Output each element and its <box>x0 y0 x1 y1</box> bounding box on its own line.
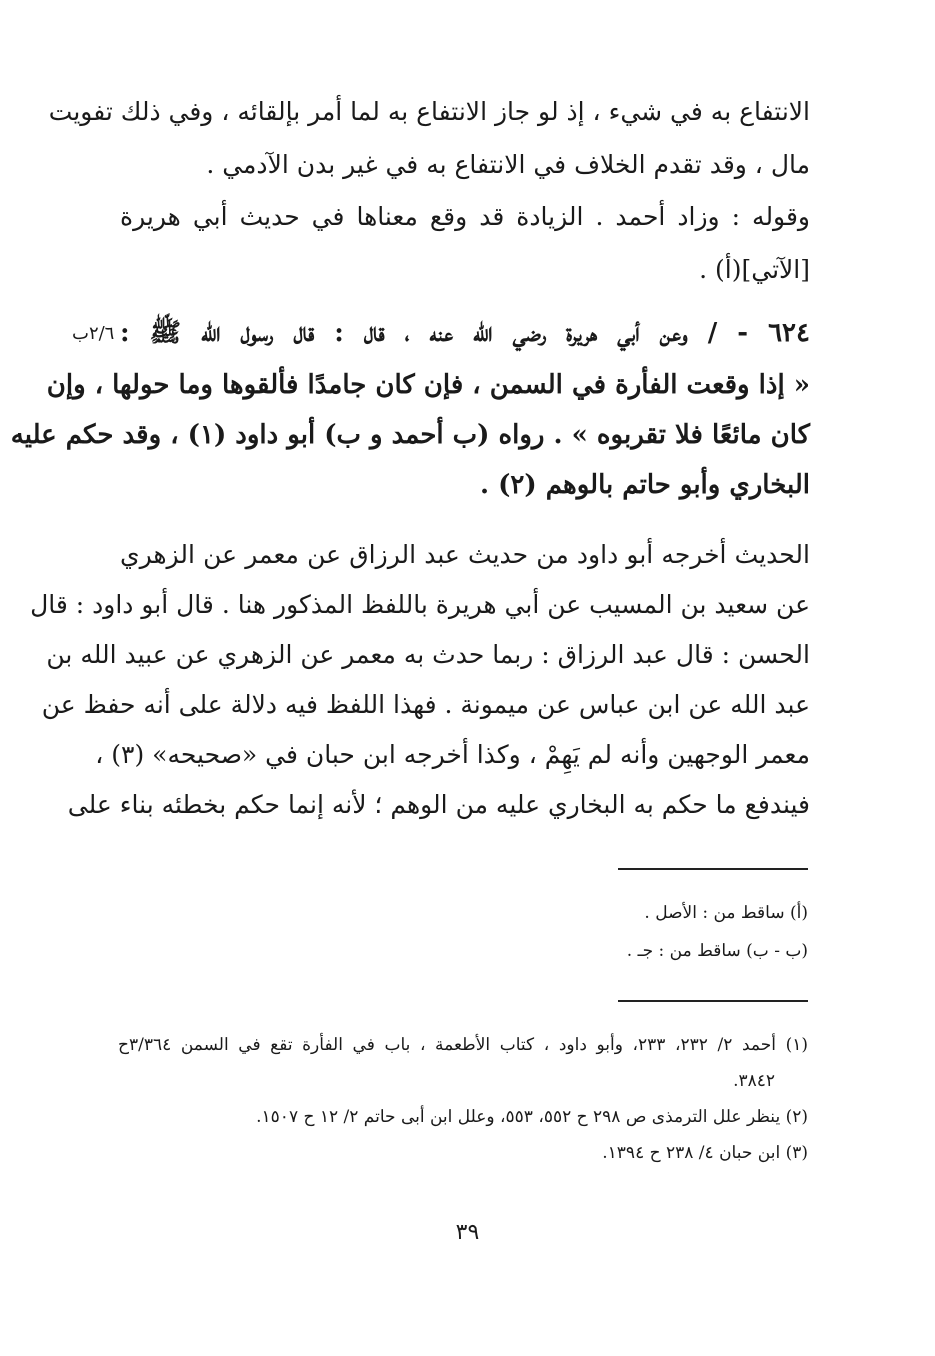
footnote: (٢) ينظر علل الترمذى ص ٢٩٨ ح ٥٥٢، ٥٥٣، وعلل ابن أبى حاتم ٢/ ١٢ ح ١٥٠٧. <box>256 1107 808 1127</box>
footnote-continuation: ٣٨٤٢. <box>733 1071 775 1091</box>
commentary-line: فيندفع ما حكم به البخاري عليه من الوهم ؛ لأنه إنما حكم بخطئه بناء على <box>67 790 810 819</box>
footnote: (١) أحمد ٢/ ٢٣٢، ٢٣٣، وأبو داود ، كتاب الأطعمة ، باب في الفأرة تقع في السمن ٣/٣٦٤ح <box>118 1035 808 1055</box>
hadith-line: كان مائعًا فلا تقربوه » . رواه (ب أحمد و ب) أبو داود (١) ، وقد حكم عليه <box>10 420 810 450</box>
footnote-separator <box>618 868 808 870</box>
hadith-line: « إذا وقعت الفأرة في السمن ، فإن كان جامدًا فألقوها وما حولها ، وإن <box>46 370 810 400</box>
text-line: الانتفاع به في شيء ، إذ لو جاز الانتفاع به لما أمر بإلقائه ، وفي ذلك تفويت <box>48 97 810 126</box>
page-number: ٣٩ <box>455 1220 480 1245</box>
margin-folio-note: ٢/٦ب <box>72 323 115 344</box>
commentary-line: الحسن : قال عبد الرزاق : ربما حدث به معمر عن الزهري عن عبيد الله بن <box>46 640 810 669</box>
hadith-line: البخاري وأبو حاتم بالوهم (٢) . <box>480 470 810 500</box>
commentary-line: معمر الوجهين وأنه لم يَهِمْ ، وكذا أخرجه ابن حبان في «صحيحه» (٣) ، <box>95 740 810 769</box>
variant-note: (أ) ساقط من : الأصل . <box>644 903 808 923</box>
commentary-line: عن سعيد بن المسيب عن أبي هريرة باللفظ المذكور هنا . قال أبو داود : قال <box>30 590 810 619</box>
footnote: (٣) ابن حبان ٤/ ٢٣٨ ح ١٣٩٤. <box>602 1143 808 1163</box>
commentary-line: الحديث أخرجه أبو داود من حديث عبد الرزاق عن معمر عن الزهري <box>120 540 810 569</box>
text-line: [الآتي](أ) . <box>699 255 810 284</box>
hadith-line: ٦٢٤ - / وعن أبي هريرة رضي الله عنه ، قال : قال رسول الله ﷺ : <box>120 318 810 348</box>
variant-note: (ب - ب) ساقط من : جـ . <box>626 941 808 961</box>
text-line: مال ، وقد تقدم الخلاف في الانتفاع به في غير بدن الآدمي . <box>206 150 810 179</box>
footnote-separator <box>618 1000 808 1002</box>
commentary-line: عبد الله عن ابن عباس عن ميمونة . فهذا اللفظ فيه دلالة على أنه حفظ عن <box>41 690 810 719</box>
text-line: وقوله : وزاد أحمد . الزيادة قد وقع معناها في حديث أبي هريرة <box>120 202 810 231</box>
